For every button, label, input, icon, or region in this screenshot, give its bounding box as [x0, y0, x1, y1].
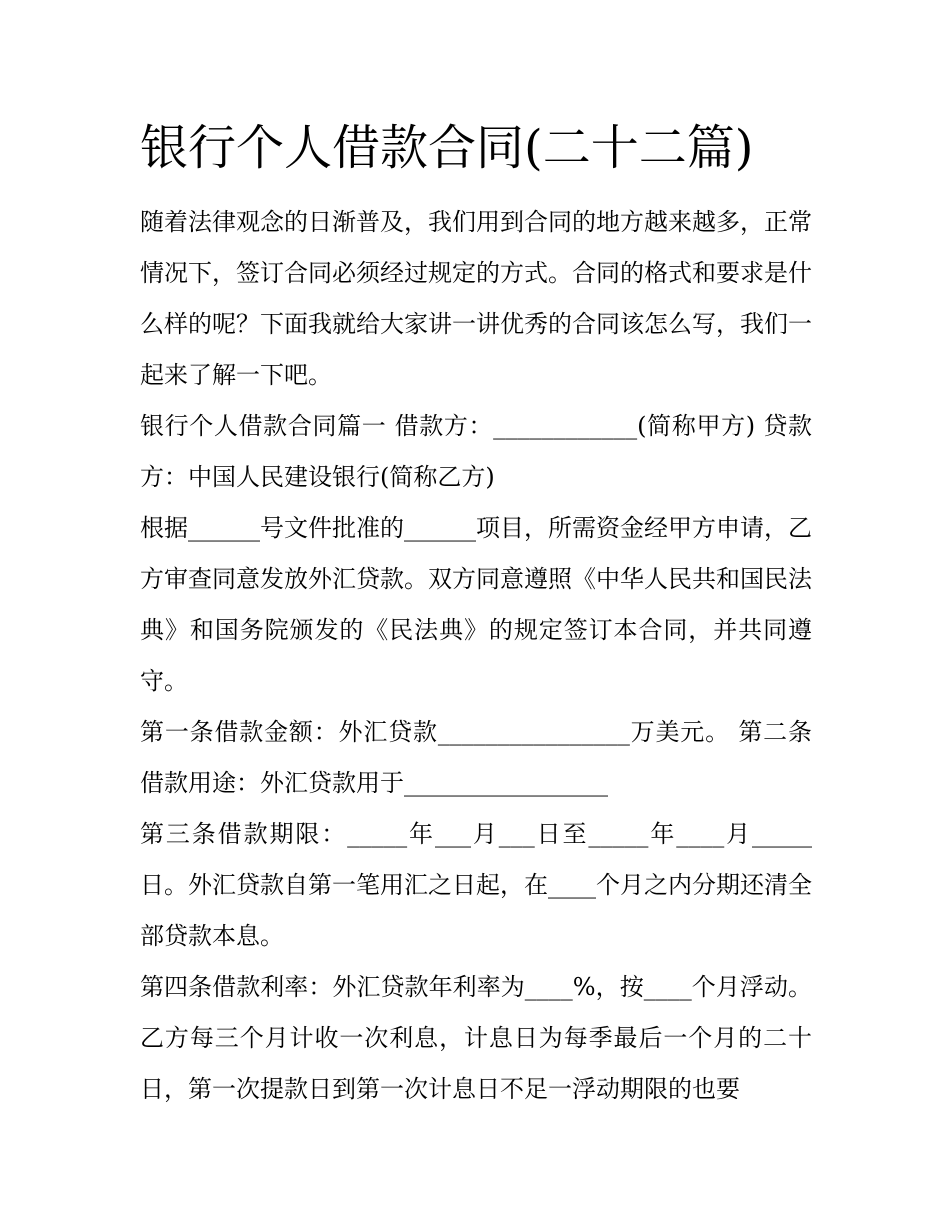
- basis-paragraph: 根据______号文件批准的______项目，所需资金经甲方申请，乙方审查同意发放外汇贷款。双方同意遵照《中华人民共和国民法典》和国务院颁发的《民法典》的规定签订本合同，并共同遵守。: [140, 514, 812, 695]
- parties-paragraph: 银行个人借款合同篇一 借款方：____________(简称甲方) 贷款方：中国人民建设银行(简称乙方): [140, 412, 812, 491]
- article-3-paragraph: 第三条借款期限：_____年___月___日至_____年____月_____日。外汇贷款自第一笔用汇之日起，在____个月之内分期还清全部贷款本息。: [140, 820, 812, 950]
- document-body: [140, 197, 812, 1115]
- article-1-2-paragraph: 第一条借款金额：外汇贷款________________万美元。 第二条借款用途：外汇贷款用于_________________: [140, 718, 812, 797]
- intro-paragraph: 随着法律观念的日渐普及，我们用到合同的地方越来越多，正常情况下，签订合同必须经过规定的方式。合同的格式和要求是什么样的呢？下面我就给大家讲一讲优秀的合同该怎么写，我们一起来了解一下吧。: [140, 208, 812, 389]
- document-title: 银行个人借款合同(二十二篇): [140, 120, 754, 176]
- article-4-paragraph: 第四条借款利率：外汇贷款年利率为____%，按____个月浮动。乙方每三个月计收一次利息，计息日为每季最后一个月的二十日，第一次提款日到第一次计息日不足一浮动期限的也要: [140, 973, 812, 1103]
